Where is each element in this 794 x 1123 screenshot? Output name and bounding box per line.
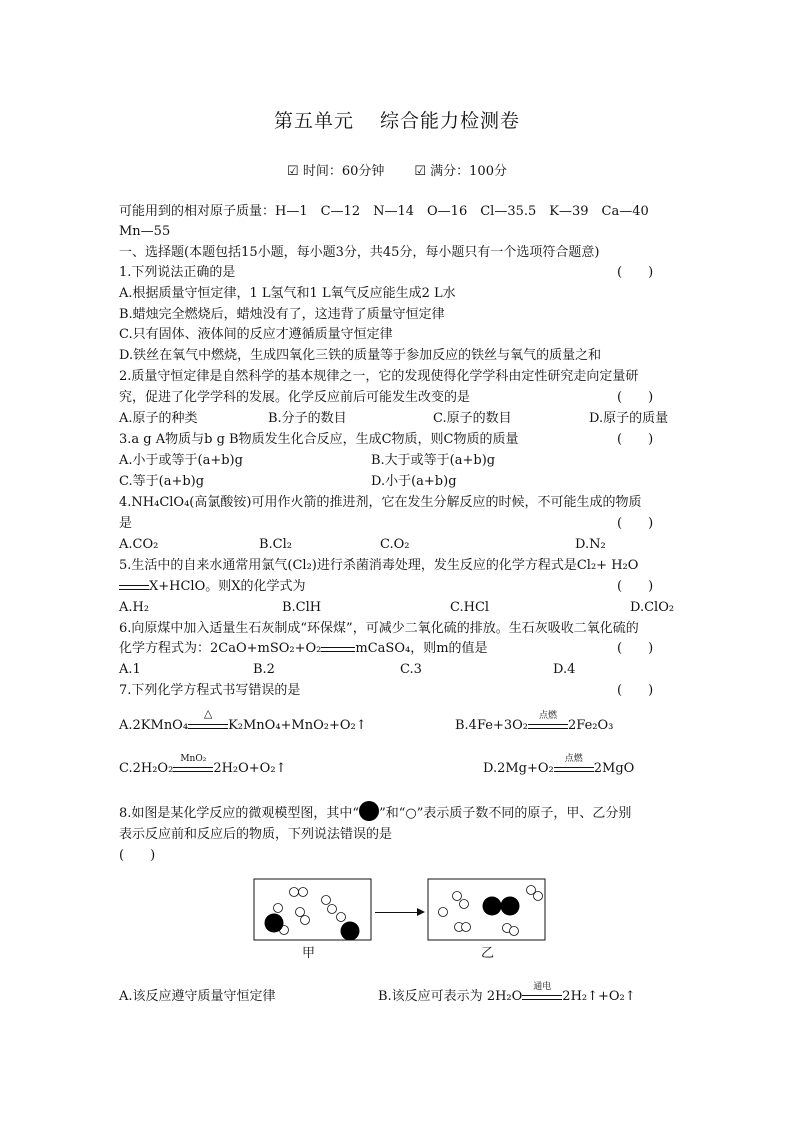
q1-option-c[interactable]: C.只有固体、液体间的反应才遵循质量守恒定律 xyxy=(119,327,393,342)
q3-option-c[interactable]: C.等于(a+b)g xyxy=(119,474,205,489)
q7-option-d[interactable] xyxy=(483,754,635,778)
q7-d-products: 2MgO xyxy=(593,761,635,776)
q4-option-c[interactable]: C.O₂ xyxy=(380,537,410,552)
answer-blank-7[interactable]: ( ) xyxy=(617,683,654,698)
unit-title: 第五单元 xyxy=(273,110,354,132)
question-5-stem-line-1: 5.生活中的自来水通常用氯气(Cl₂)进行杀菌消毒处理，发生反应的化学方程式是Cl₂+ H₂O xyxy=(119,558,639,573)
reaction-arrow-line xyxy=(375,912,421,913)
answer-blank-8[interactable]: ( ) xyxy=(119,848,156,863)
reaction-arrow xyxy=(528,711,568,731)
q7-c-reactants: C.2H₂O₂ xyxy=(119,761,174,776)
q5-option-c[interactable]: C.HCl xyxy=(450,600,490,615)
question-6-stem-line-1: 6.向原煤中加入适量生石灰制成“环保煤”，可减少二氧化硫的排放。生石灰吸收二氧化硫的 xyxy=(119,621,639,636)
question-8-stem-part-1: 8.如图是某化学反应的微观模型图，其中“ xyxy=(119,806,360,821)
question-7-stem: 7.下列化学方程式书写错误的是 xyxy=(119,683,301,698)
q1-option-a[interactable]: A.根据质量守恒定律，1 L氢气和1 L氧气反应能生成2 L水 xyxy=(119,286,456,301)
q2-option-d[interactable]: D.原子的质量 xyxy=(589,411,669,426)
q3-option-d[interactable]: D.小于(a+b)g xyxy=(371,474,457,489)
q3-option-b[interactable]: B.大于或等于(a+b)g xyxy=(371,453,496,468)
q5-option-b[interactable]: B.ClH xyxy=(282,600,322,615)
q1-option-b[interactable]: B.蜡烛完全燃烧后，蜡烛没有了，这违背了质量守恒定律 xyxy=(119,307,445,322)
q5-option-d[interactable]: D.ClO₂ xyxy=(630,600,675,615)
paper-title: 综合能力检测卷 xyxy=(380,110,521,132)
reaction-arrow xyxy=(119,578,149,592)
question-4-stem-line-2: 是 xyxy=(119,516,133,531)
q8-b-reactants: B.该反应可表示为 2H₂O xyxy=(378,989,523,1004)
q4-option-a[interactable]: A.CO₂ xyxy=(119,537,159,552)
q2-option-b[interactable]: B.分子的数目 xyxy=(268,411,347,426)
diagram-label-before: 甲 xyxy=(302,946,316,961)
section-heading: 一、选择题(本题包括15小题，每小题3分，共45分，每小题只有一个选项符合题意) xyxy=(119,245,600,260)
question-1-stem: 1.下列说法正确的是 xyxy=(119,265,236,280)
q2-option-a[interactable]: A.原子的种类 xyxy=(119,411,198,426)
q6-option-c[interactable]: C.3 xyxy=(400,662,422,677)
reaction-arrow xyxy=(173,754,213,774)
answer-blank-2[interactable]: ( ) xyxy=(617,390,654,405)
q6-option-a[interactable]: A.1 xyxy=(119,662,141,677)
q5-option-a[interactable]: A.H₂ xyxy=(119,600,150,615)
q4-option-d[interactable]: D.N₂ xyxy=(575,537,606,552)
q3-option-a[interactable]: A.小于或等于(a+b)g xyxy=(119,453,243,468)
q7-d-reactants: D.2Mg+O₂ xyxy=(483,761,554,776)
question-8-stem-line-2: 表示反应前和反应后的物质，下列说法错误的是 xyxy=(119,827,393,842)
q8-option-b[interactable] xyxy=(378,982,636,1006)
q1-option-d[interactable]: D.铁丝在氧气中燃烧，生成四氧化三铁的质量等于参加反应的铁丝与氧气的质量之和 xyxy=(119,348,602,363)
black-atom-right xyxy=(501,897,520,916)
black-atom-left xyxy=(341,922,360,941)
ignite-condition: 点燃 xyxy=(538,711,557,721)
q2-option-c[interactable]: C.原子的数目 xyxy=(433,411,512,426)
answer-blank-6[interactable]: ( ) xyxy=(617,641,654,656)
heat-condition: △ xyxy=(203,707,213,720)
answer-blank-1[interactable]: ( ) xyxy=(617,265,654,280)
question-8-stem-part-2: ”和“○”表示质子数不同的原子，甲、乙分别 xyxy=(379,806,632,821)
diagram-label-after: 乙 xyxy=(481,946,495,961)
question-6-equation-left: 化学方程式为：2CaO+mSO₂+O₂ xyxy=(119,641,322,656)
ignite-condition: 点燃 xyxy=(564,754,583,764)
q7-b-products: 2Fe₂O₃ xyxy=(568,718,614,733)
q6-option-d[interactable]: D.4 xyxy=(553,662,576,677)
arrow-right-icon xyxy=(417,908,425,916)
q8-option-a[interactable]: A.该反应遵守质量守恒定律 xyxy=(119,989,276,1004)
reaction-arrow xyxy=(554,754,594,774)
q7-b-reactants: B.4Fe+3O₂ xyxy=(455,718,528,733)
time-limit: 时间：60分钟 xyxy=(302,164,385,179)
q6-option-b[interactable]: B.2 xyxy=(253,662,275,677)
question-3-stem: 3.a g A物质与b g B物质发生化合反应，生成C物质，则C物质的质量 xyxy=(119,432,519,447)
q7-a-reactants: A.2KMnO₄ xyxy=(119,718,189,733)
atomic-mass-line-1: 可能用到的相对原子质量：H—1 C—12 N—14 O—16 Cl—35.5 K—39 Ca—40 xyxy=(119,204,649,219)
black-atom-right xyxy=(483,897,502,916)
question-5-stem-text: X+HClO。则X的化学式为 xyxy=(149,579,306,594)
q7-a-products: K₂MnO₄+MnO₂+O₂↑ xyxy=(228,718,367,733)
electrolysis-condition: 通电 xyxy=(533,982,552,992)
question-8-stem-line-1 xyxy=(119,801,631,823)
page-title xyxy=(0,106,794,133)
q4-option-b[interactable]: B.Cl₂ xyxy=(259,537,293,552)
question-6-stem-line-2 xyxy=(119,640,488,658)
answer-blank-5[interactable]: ( ) xyxy=(617,579,654,594)
atomic-mass-line-2: Mn—55 xyxy=(119,224,171,239)
exam-meta xyxy=(0,160,794,179)
reaction-arrow xyxy=(321,640,355,654)
question-5-stem-line-2 xyxy=(119,578,306,596)
q7-option-b[interactable] xyxy=(455,711,614,735)
reaction-arrow xyxy=(522,982,562,1002)
catalyst-condition: MnO₂ xyxy=(180,754,207,764)
answer-blank-4[interactable]: ( ) xyxy=(617,516,654,531)
q7-c-products: 2H₂O+O₂↑ xyxy=(213,761,287,776)
question-6-equation-right: mCaSO₄，则m的值是 xyxy=(355,641,488,656)
white-atoms-left xyxy=(274,888,346,935)
checkbox-icon: ☑ xyxy=(287,164,299,179)
black-atom-icon xyxy=(359,801,379,821)
question-4-stem-line-1: 4.NH₄ClO₄(高氯酸铵)可用作火箭的推进剂，它在发生分解反应的时候，不可能生成的物质 xyxy=(119,495,642,510)
black-atom-left xyxy=(265,914,284,933)
total-score: 满分：100分 xyxy=(430,164,507,179)
q7-option-a[interactable] xyxy=(119,707,367,735)
answer-blank-3[interactable]: ( ) xyxy=(617,432,654,447)
q7-option-c[interactable] xyxy=(119,754,287,778)
question-2-stem-line-2: 究，促进了化学学科的发展。化学反应前后可能发生改变的是 xyxy=(119,390,471,405)
reaction-arrow xyxy=(188,707,228,731)
question-2-stem-line-1: 2.质量守恒定律是自然科学的基本规律之一，它的发现使得化学学科由定性研究走向定量研 xyxy=(119,369,639,384)
checkbox-icon: ☑ xyxy=(414,164,427,179)
q8-b-products: 2H₂↑+O₂↑ xyxy=(562,989,636,1004)
